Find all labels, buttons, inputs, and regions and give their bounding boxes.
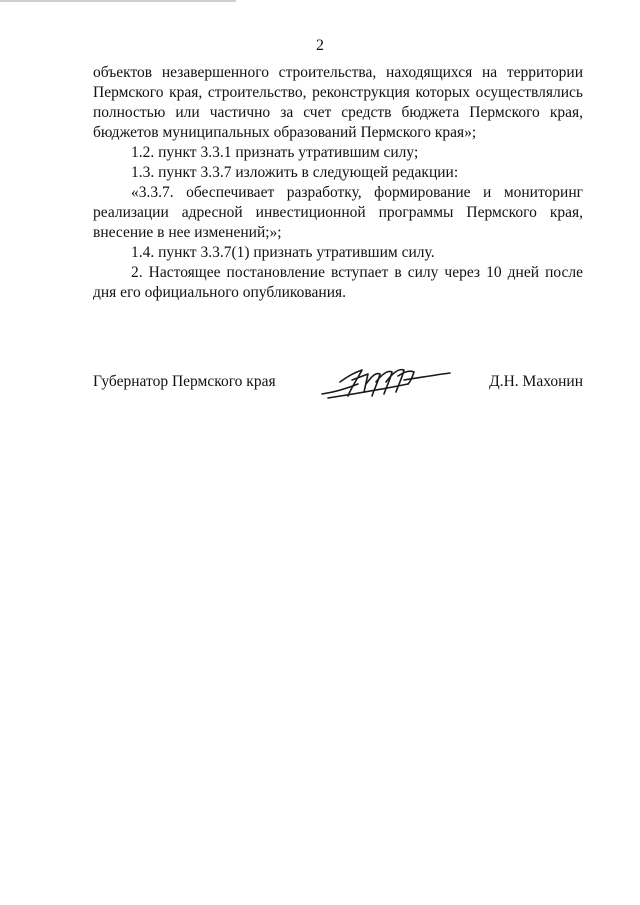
page-number: 2 — [316, 37, 324, 54]
paragraph-item-1-3: 1.3. пункт 3.3.7 изложить в следующей редакции: — [131, 164, 459, 181]
paragraph-item-1-4: 1.4. пункт 3.3.7(1) признать утратившим силу. — [131, 244, 435, 261]
document-body — [93, 63, 583, 303]
paragraph-item-1-2: 1.2. пункт 3.3.1 признать утратившим силу; — [131, 144, 419, 161]
scan-edge-line — [0, 0, 236, 2]
signatory-title: Губернатор Пермского края — [93, 373, 276, 390]
handwritten-signature — [318, 362, 453, 402]
paragraph-item-2: 2. Настоящее постановление вступает в силу через 10 дней после дня его официального опубликования. — [93, 264, 583, 301]
signature-block — [93, 370, 583, 410]
signatory-name: Д.Н. Махонин — [489, 373, 583, 390]
paragraph-quoted-3-3-7: «3.3.7. обеспечивает разработку, формирование и мониторинг реализации адресной инвестиционной программы Пермского края, внесение в нее изменений;»; — [93, 184, 583, 241]
paragraph-continuation: объектов незавершенного строительства, находящихся на территории Пермского края, строительство, реконструкция которых осуществлялись полностью или частично за счет средств бюджета Пермского края, бюджетов муниципальных образований Пермского края»; — [93, 64, 583, 141]
